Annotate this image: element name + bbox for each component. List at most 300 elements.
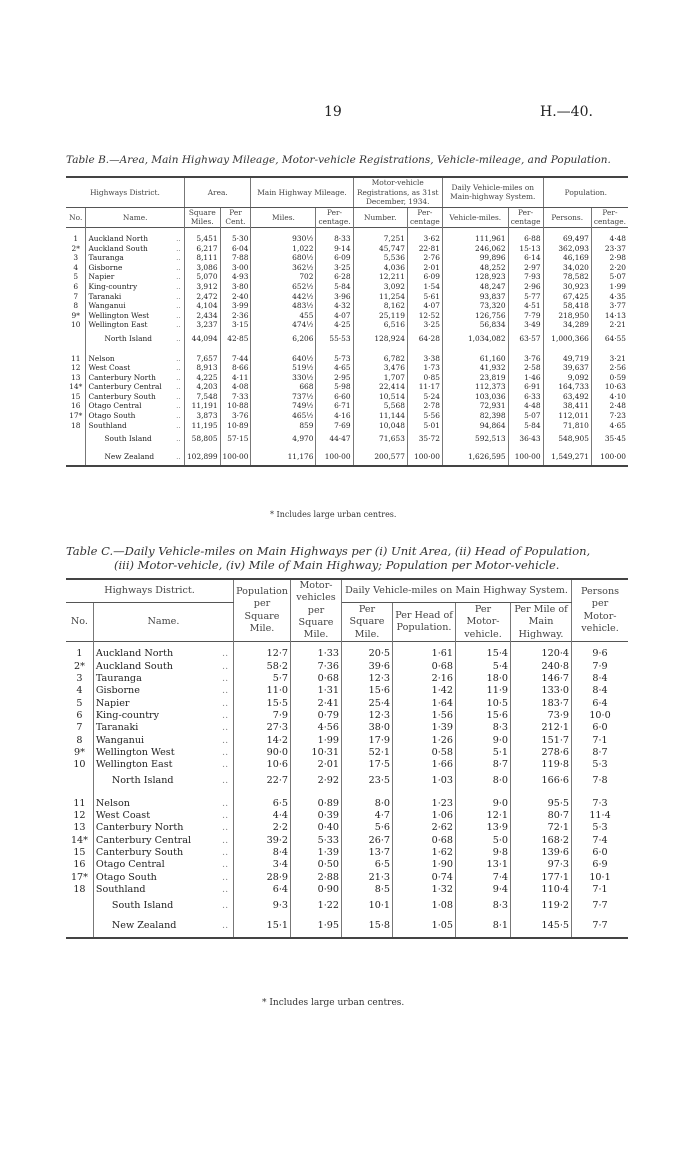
table-cell: 1·99	[291, 735, 342, 747]
table-cell: 73,320	[442, 301, 508, 311]
table-row	[66, 421, 628, 431]
table-cell: 3·96	[316, 292, 353, 302]
total-cell: 1·95	[291, 916, 342, 937]
table-cell: 1·23	[393, 798, 456, 810]
table-cell: 9·14	[316, 244, 353, 254]
table-cell: 12,211	[353, 272, 407, 282]
total-cell: 8·3	[456, 896, 511, 916]
table-cell: 126,756	[442, 311, 508, 321]
leader-dots: ..	[174, 354, 184, 364]
row-number: 5	[66, 698, 93, 710]
table-cell: 5·3	[592, 759, 608, 771]
table-cell: 4·07	[316, 311, 353, 321]
row-number: 3	[66, 253, 86, 263]
table-cell: 25,119	[353, 311, 407, 321]
table-cell: 1·06	[393, 810, 456, 822]
total-label: South Island	[111, 900, 174, 912]
table-cell: 2·01	[291, 759, 342, 771]
table-cell: 3·49	[508, 320, 543, 330]
table-cell: 442½	[251, 292, 316, 302]
total-label: New Zealand	[111, 920, 177, 932]
table-cell: 23,819	[442, 373, 508, 383]
total-row	[66, 430, 628, 448]
table-cell: 7,251	[353, 234, 407, 244]
total-cell: 71,653	[353, 430, 407, 448]
table-row	[66, 320, 628, 330]
tb-sub-number: Number.	[353, 207, 407, 227]
district-name: Gisborne	[95, 685, 140, 697]
district-name: Wellington West	[88, 310, 150, 320]
leader-dots: ..	[174, 401, 184, 411]
district-name: Southland	[88, 420, 127, 430]
table-cell: 5·33	[291, 835, 342, 847]
table-cell: 13·1	[456, 859, 511, 871]
row-number: 13	[66, 373, 86, 383]
table-cell: 72,931	[442, 401, 508, 411]
table-cell: 4,036	[353, 263, 407, 273]
table-cell: 164,733	[543, 382, 591, 392]
table-cell: 3·00	[220, 263, 251, 273]
table-cell: 78,582	[543, 272, 591, 282]
tb-head-district: Highways District.	[66, 177, 184, 207]
leader-dots: ..	[220, 896, 233, 916]
total-label: New Zealand	[104, 451, 155, 461]
table-cell: 99,896	[442, 253, 508, 263]
row-number: 15	[66, 392, 86, 402]
table-row	[66, 234, 628, 244]
tb-sub-pct2: Per-centage	[407, 207, 442, 227]
table-cell: 1·62	[393, 847, 456, 859]
table-cell: 18·0	[456, 673, 511, 685]
table-cell: 0·58	[393, 747, 456, 759]
total-cell: 2·92	[291, 771, 342, 791]
tc-sub-perhead: Per Head of Population.	[393, 603, 456, 642]
table-cell: 4·07	[407, 301, 442, 311]
table-cell: 212·1	[511, 722, 572, 734]
table-cell: 10·63	[604, 382, 626, 392]
total-cell: 42·85	[220, 330, 251, 348]
table-cell: 9·8	[456, 847, 511, 859]
table-cell: 7·4	[592, 834, 608, 846]
table-cell: 5·98	[316, 382, 353, 392]
table-cell: 6·4	[234, 884, 291, 896]
empty-cell	[66, 448, 86, 467]
total-cell: 119·2	[511, 896, 572, 916]
table-cell: 702	[251, 272, 316, 282]
table-cell: 139·6	[511, 847, 572, 859]
total-row	[66, 916, 628, 937]
tc-head-motorsq: Motor-vehicles per Square Mile.	[291, 579, 342, 642]
total-cell: 7·7	[592, 920, 608, 932]
table-row	[66, 810, 628, 822]
table-cell: 246,062	[442, 244, 508, 254]
table-cell: 6·33	[508, 392, 543, 402]
row-number: 3	[66, 673, 93, 685]
district-name: Auckland North	[95, 648, 174, 660]
table-cell: 5·7	[234, 673, 291, 685]
table-cell: 10·88	[220, 401, 251, 411]
district-name: Taranaki	[88, 291, 122, 301]
total-cell: 1,000,366	[543, 330, 591, 348]
table-c-footnote: * Includes large urban centres.	[262, 998, 405, 1008]
table-cell: 0·79	[291, 710, 342, 722]
table-cell: 1·66	[393, 759, 456, 771]
table-cell: 6,782	[353, 354, 407, 364]
empty-cell	[66, 896, 93, 916]
table-cell: 7·3	[592, 797, 608, 809]
table-cell: 10·0	[589, 709, 611, 721]
table-cell: 8·0	[342, 798, 393, 810]
table-cell: 34,289	[543, 320, 591, 330]
table-row	[66, 685, 628, 697]
table-cell: 7·93	[508, 272, 543, 282]
total-cell: 100·00	[407, 448, 442, 467]
row-number: 18	[66, 421, 86, 431]
tb-sub-pct3: Per-centage	[508, 207, 543, 227]
tb-sub-pct1: Per-centage.	[316, 207, 353, 227]
table-cell: 73·9	[511, 710, 572, 722]
table-cell: 5·73	[316, 354, 353, 364]
leader-dots: ..	[174, 421, 184, 431]
table-row	[66, 798, 628, 810]
table-cell: 15·6	[342, 685, 393, 697]
table-cell: 7·9	[234, 710, 291, 722]
table-cell: 3,873	[184, 411, 220, 421]
table-cell: 1,022	[251, 244, 316, 254]
table-cell: 28·9	[234, 872, 291, 884]
table-cell: 8·66	[220, 363, 251, 373]
tb-head-area: Area.	[184, 177, 250, 207]
table-cell: 1·99	[609, 281, 626, 291]
tb-head-daily: Daily Vehicle-miles on Main-highway System.	[442, 177, 543, 207]
table-cell: 5·61	[407, 292, 442, 302]
row-number: 6	[66, 710, 93, 722]
table-cell: 5·6	[342, 822, 393, 834]
district-name: Canterbury Central	[95, 834, 192, 846]
table-cell: 21·3	[342, 872, 393, 884]
table-cell: 1·46	[508, 373, 543, 383]
table-row	[66, 301, 628, 311]
table-row	[66, 698, 628, 710]
district-name: Wanganui	[88, 301, 126, 311]
total-cell: 200,577	[353, 448, 407, 467]
empty-cell	[66, 430, 86, 448]
table-cell: 737½	[251, 392, 316, 402]
total-cell: 7·8	[592, 775, 608, 787]
table-cell: 4·16	[316, 411, 353, 421]
table-row	[66, 311, 628, 321]
district-name: Canterbury South	[88, 391, 156, 401]
table-cell: 652½	[251, 282, 316, 292]
leader-dots: ..	[174, 311, 184, 321]
table-row	[66, 292, 628, 302]
table-cell: 8,913	[184, 363, 220, 373]
table-cell: 0·39	[291, 810, 342, 822]
total-cell: 63·57	[508, 330, 543, 348]
table-cell: 1·90	[393, 859, 456, 871]
table-cell: 45,747	[353, 244, 407, 254]
total-row	[66, 896, 628, 916]
table-row	[66, 648, 628, 660]
table-cell: 0·68	[393, 661, 456, 673]
empty-cell	[66, 330, 86, 348]
table-cell: 0·68	[393, 835, 456, 847]
district-name: West Coast	[95, 810, 151, 822]
district-name: Tauranga	[88, 253, 124, 263]
total-row	[66, 771, 628, 791]
district-name: Canterbury Central	[88, 382, 162, 392]
table-cell: 2·98	[609, 253, 626, 263]
table-cell: 0·68	[291, 673, 342, 685]
table-cell: 7,657	[184, 354, 220, 364]
table-cell: 38,411	[543, 401, 591, 411]
leader-dots: ..	[220, 810, 233, 822]
district-name: Tauranga	[95, 673, 142, 685]
empty-cell	[66, 771, 93, 791]
table-cell: 10·89	[220, 421, 251, 431]
leader-dots: ..	[220, 872, 233, 884]
total-cell: 58,805	[184, 430, 220, 448]
district-name: Otago South	[88, 411, 136, 421]
table-cell: 7,548	[184, 392, 220, 402]
district-name: Canterbury North	[95, 822, 184, 834]
table-cell: 1·26	[393, 735, 456, 747]
table-row	[66, 272, 628, 282]
leader-dots: ..	[174, 382, 184, 392]
table-cell: 2·76	[407, 253, 442, 263]
table-cell: 4·25	[316, 320, 353, 330]
table-cell: 1,707	[353, 373, 407, 383]
leader-dots: ..	[220, 722, 233, 734]
leader-dots: ..	[174, 253, 184, 263]
table-cell: 4·11	[220, 373, 251, 383]
table-cell: 183·7	[511, 698, 572, 710]
tc-sub-no: No.	[66, 603, 93, 642]
table-cell: 5·0	[456, 835, 511, 847]
table-cell: 110·4	[511, 884, 572, 896]
row-number: 12	[66, 363, 86, 373]
table-cell: 14·13	[604, 310, 626, 320]
total-cell: 35·45	[604, 434, 626, 444]
table-cell: 112,011	[543, 411, 591, 421]
table-cell: 362½	[251, 263, 316, 273]
table-cell: 1·64	[393, 698, 456, 710]
table-cell: 0·59	[609, 372, 626, 382]
table-cell: 7·9	[592, 660, 608, 672]
table-cell: 10·31	[291, 747, 342, 759]
table-row	[66, 673, 628, 685]
table-cell: 8·5	[342, 884, 393, 896]
table-row	[66, 722, 628, 734]
table-cell: 4·08	[220, 382, 251, 392]
total-cell: 15·8	[342, 916, 393, 937]
table-cell: 6·09	[407, 272, 442, 282]
table-cell: 4·48	[508, 401, 543, 411]
table-cell: 2·95	[316, 373, 353, 383]
table-cell: 4,225	[184, 373, 220, 383]
table-cell: 2,472	[184, 292, 220, 302]
table-cell: 56,834	[442, 320, 508, 330]
table-cell: 1·33	[291, 648, 342, 660]
table-cell: 8·4	[234, 847, 291, 859]
table-cell: 11,191	[184, 401, 220, 411]
table-cell: 11·17	[407, 382, 442, 392]
leader-dots: ..	[174, 373, 184, 383]
table-cell: 0·90	[291, 884, 342, 896]
table-cell: 69,497	[543, 234, 591, 244]
district-name: Auckland South	[88, 243, 148, 253]
leader-dots: ..	[220, 771, 233, 791]
table-cell: 2·36	[220, 311, 251, 321]
table-cell: 9,092	[543, 373, 591, 383]
table-cell: 3·99	[220, 301, 251, 311]
tb-sub-no: No.	[66, 207, 86, 227]
total-cell: 35·72	[407, 430, 442, 448]
table-cell: 5·01	[407, 421, 442, 431]
table-row	[66, 401, 628, 411]
district-name: Otago Central	[95, 859, 165, 871]
district-name: Canterbury North	[88, 372, 156, 382]
leader-dots: ..	[220, 710, 233, 722]
table-cell: 6·4	[592, 697, 608, 709]
table-cell: 7·79	[508, 311, 543, 321]
table-cell: 11·9	[456, 685, 511, 697]
table-cell: 112,373	[442, 382, 508, 392]
table-cell: 2·16	[393, 673, 456, 685]
table-cell: 26·7	[342, 835, 393, 847]
district-name: Canterbury South	[95, 846, 184, 858]
table-cell: 1·56	[393, 710, 456, 722]
table-cell: 7·88	[220, 253, 251, 263]
district-name: Southland	[95, 883, 146, 895]
table-cell: 2·2	[234, 822, 291, 834]
row-number: 1	[66, 234, 86, 244]
tc-head-persons: Persons per Motor-vehicle.	[580, 586, 620, 635]
total-cell: 100·00	[508, 448, 543, 467]
row-number: 1	[66, 648, 93, 660]
total-row	[66, 448, 628, 467]
tc-head-district: Highways District.	[66, 579, 234, 603]
leader-dots: ..	[220, 685, 233, 697]
district-name: King-country	[88, 281, 138, 291]
table-row	[66, 759, 628, 771]
table-cell: 12·3	[342, 710, 393, 722]
table-cell: 7·1	[592, 883, 608, 895]
total-label: North Island	[111, 775, 174, 787]
table-cell: 3·76	[508, 354, 543, 364]
table-cell: 9·4	[456, 884, 511, 896]
row-number: 10	[66, 320, 86, 330]
leader-dots: ..	[220, 798, 233, 810]
total-cell: 8·0	[456, 771, 511, 791]
table-cell: 39,637	[543, 363, 591, 373]
total-cell: 22·7	[234, 771, 291, 791]
row-number: 17*	[66, 411, 86, 421]
table-cell: 680½	[251, 253, 316, 263]
table-cell: 7·69	[316, 421, 353, 431]
table-cell: 2·41	[291, 698, 342, 710]
table-cell: 2·20	[609, 262, 626, 272]
table-cell: 6·5	[342, 859, 393, 871]
table-cell: 34,020	[543, 263, 591, 273]
table-cell: 71,810	[543, 421, 591, 431]
tb-sub-name: Name.	[86, 207, 185, 227]
table-cell: 11,144	[353, 411, 407, 421]
district-name: Nelson	[95, 797, 130, 809]
table-cell: 30,923	[543, 282, 591, 292]
table-cell: 4·65	[316, 363, 353, 373]
row-number: 11	[66, 798, 93, 810]
table-cell: 2·01	[407, 263, 442, 273]
leader-dots: ..	[220, 835, 233, 847]
table-cell: 168·2	[511, 835, 572, 847]
table-cell: 1·73	[407, 363, 442, 373]
total-cell: 36·43	[508, 430, 543, 448]
table-cell: 330½	[251, 373, 316, 383]
district-name: Wanganui	[95, 734, 145, 746]
table-cell: 3,912	[184, 282, 220, 292]
table-row	[66, 859, 628, 871]
table-cell: 41,932	[442, 363, 508, 373]
table-cell: 82,398	[442, 411, 508, 421]
row-number: 11	[66, 354, 86, 364]
total-cell: 592,513	[442, 430, 508, 448]
table-row	[66, 411, 628, 421]
table-cell: 9·0	[456, 798, 511, 810]
tc-sub-persq: Per Square Mile.	[342, 603, 393, 642]
table-cell: 8·33	[316, 234, 353, 244]
district-name: Wellington East	[95, 759, 173, 771]
empty-cell	[66, 916, 93, 937]
table-cell: 749½	[251, 401, 316, 411]
leader-dots: ..	[174, 320, 184, 330]
district-name: King-country	[95, 709, 160, 721]
table-cell: 80·7	[511, 810, 572, 822]
leader-dots: ..	[220, 698, 233, 710]
leader-dots: ..	[220, 735, 233, 747]
table-cell: 8·3	[456, 722, 511, 734]
table-cell: 6·0	[592, 722, 608, 734]
tb-head-motor: Motor-vehicle Registrations, as 31st December, 1934.	[353, 177, 442, 207]
table-cell: 95·5	[511, 798, 572, 810]
leader-dots: ..	[174, 301, 184, 311]
leader-dots: ..	[174, 234, 184, 244]
table-cell: 4·51	[508, 301, 543, 311]
table-cell: 3·80	[220, 282, 251, 292]
table-cell: 4·32	[316, 301, 353, 311]
district-name: West Coast	[88, 363, 131, 373]
table-cell: 6·60	[316, 392, 353, 402]
total-label: North Island	[104, 333, 152, 343]
table-cell: 8,162	[353, 301, 407, 311]
tb-sub-miles: Miles.	[251, 207, 316, 227]
table-cell: 3,237	[184, 320, 220, 330]
table-cell: 5,568	[353, 401, 407, 411]
table-cell: 13·9	[456, 822, 511, 834]
table-cell: 23·37	[604, 243, 626, 253]
table-cell: 8·4	[592, 685, 608, 697]
tb-sub-vmiles: Vehicle-miles.	[442, 207, 508, 227]
table-row	[66, 884, 628, 896]
table-cell: 103,036	[442, 392, 508, 402]
tc-sub-permile: Per Mile of Main Highway.	[511, 603, 572, 642]
table-cell: 3·62	[407, 234, 442, 244]
table-cell: 5·30	[220, 234, 251, 244]
table-cell: 7·36	[291, 661, 342, 673]
row-number: 10	[66, 759, 93, 771]
table-cell: 6·88	[508, 234, 543, 244]
table-cell: 0·50	[291, 859, 342, 871]
